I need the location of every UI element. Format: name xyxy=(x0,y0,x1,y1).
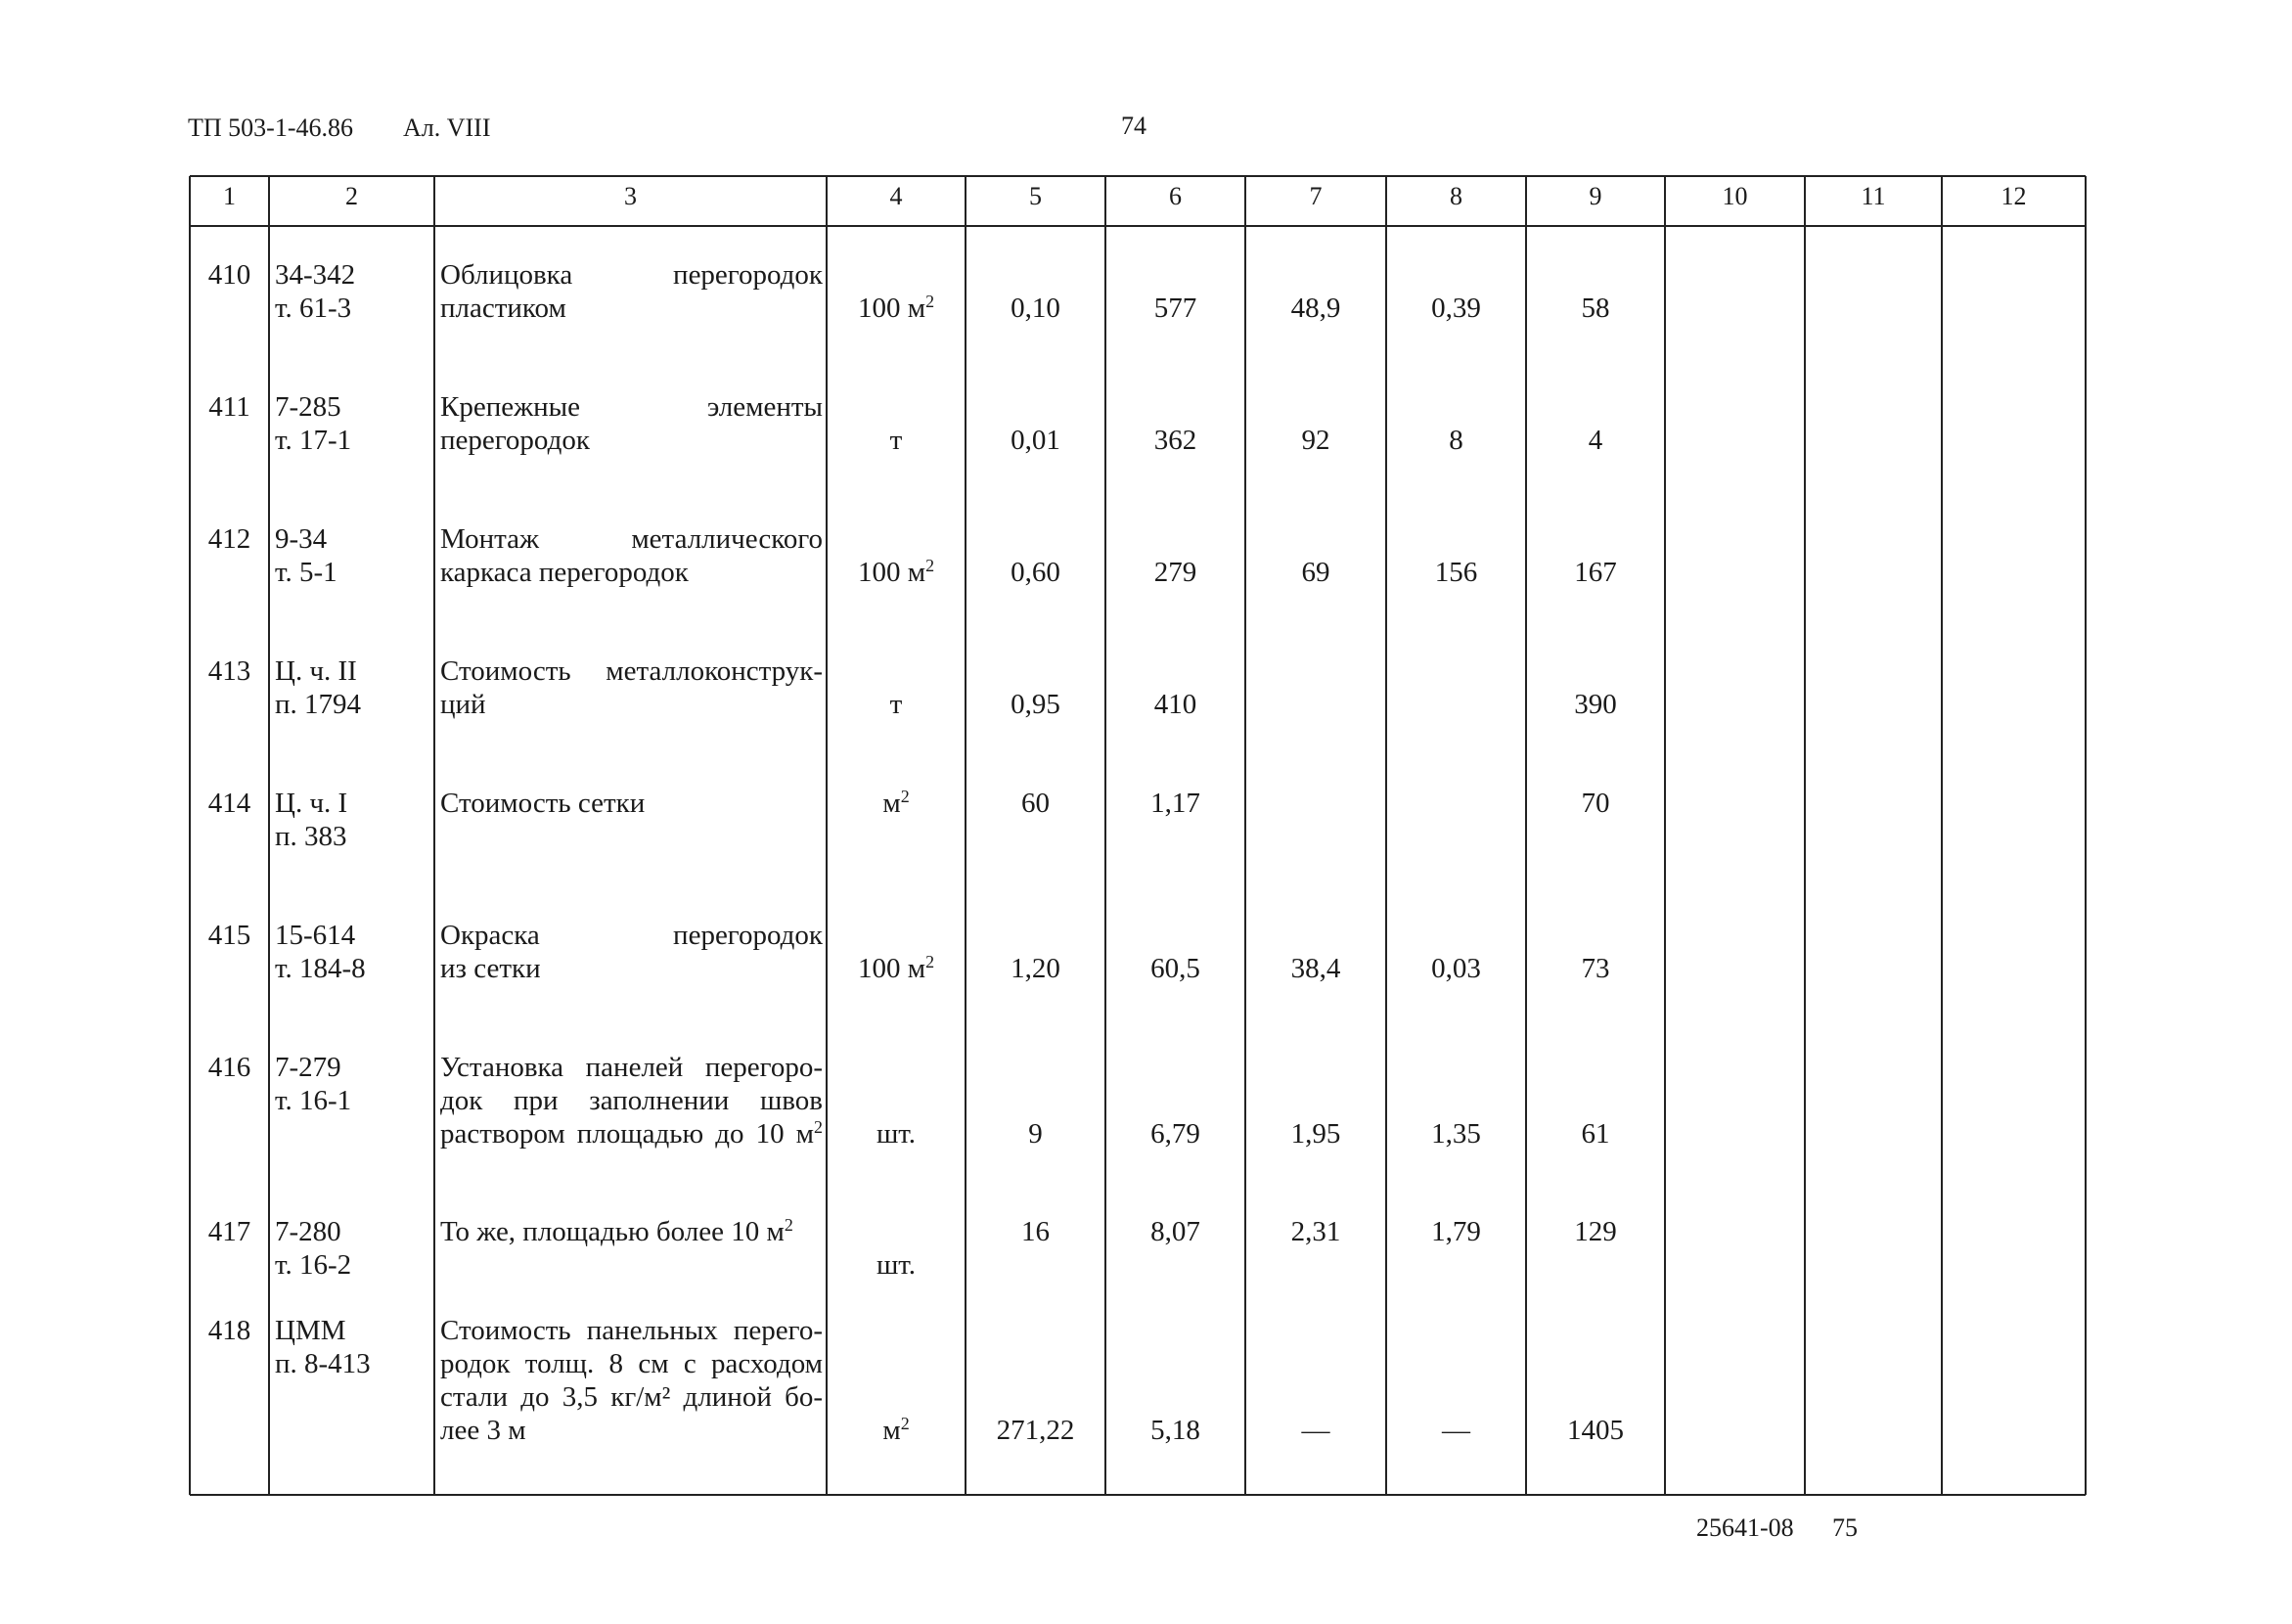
value-column-8: 0,39 xyxy=(1431,293,1481,324)
value-column-6: 410 xyxy=(1153,689,1197,720)
unit-text: 100 м xyxy=(857,557,926,588)
value-column-8: 8 xyxy=(1449,425,1463,456)
work-description-line xyxy=(440,292,566,325)
description-text: раствором площадью до 10 м xyxy=(440,1118,815,1150)
unit-of-measure xyxy=(827,1117,966,1150)
work-description-line xyxy=(440,522,823,556)
column-header-4: 4 xyxy=(889,182,903,210)
column-header-9: 9 xyxy=(1589,182,1602,210)
unit-of-measure xyxy=(827,556,966,589)
description-text: Окраска перегородок xyxy=(440,920,823,951)
row-number: 418 xyxy=(207,1315,251,1346)
rate-code: 9-34 xyxy=(275,523,328,555)
superscript: 2 xyxy=(925,556,935,576)
column-header-5: 5 xyxy=(1029,182,1042,210)
value-column-6: 577 xyxy=(1153,293,1197,324)
unit-of-measure xyxy=(827,787,966,820)
description-text: каркаса перегородок xyxy=(440,557,689,588)
unit-of-measure xyxy=(827,1248,966,1282)
description-text: Установка панелей перегоро- xyxy=(440,1052,823,1083)
description-text: Стоимость металлоконструк- xyxy=(440,655,823,687)
superscript: 2 xyxy=(814,1117,823,1138)
value-column-9: 390 xyxy=(1574,689,1617,720)
rate-code: 7-280 xyxy=(275,1216,341,1247)
value-column-6: 60,5 xyxy=(1150,953,1200,984)
description-text: перегородок xyxy=(440,425,590,456)
work-description-line xyxy=(440,1347,823,1380)
rate-code: Ц. ч. II xyxy=(275,655,357,687)
row-number: 413 xyxy=(207,655,251,687)
value-column-5: 0,10 xyxy=(1011,293,1060,324)
value-column-8: 1,79 xyxy=(1431,1216,1481,1247)
value-column-7: — xyxy=(1301,1415,1330,1446)
value-column-5: 0,60 xyxy=(1011,557,1060,588)
work-description-line xyxy=(440,654,823,688)
rate-table-ref: п. 1794 xyxy=(275,689,362,720)
unit-text: т xyxy=(889,689,903,720)
work-description-line xyxy=(440,952,541,985)
unit-text: шт. xyxy=(876,1118,917,1150)
value-column-6: 6,79 xyxy=(1150,1118,1200,1150)
work-description-line xyxy=(440,424,590,457)
sheet-label: Ал. VIII xyxy=(403,113,491,142)
unit-of-measure xyxy=(827,424,966,457)
work-description-line xyxy=(440,258,823,292)
description-text: Стоимость панельных перего- xyxy=(440,1315,823,1346)
row-number: 416 xyxy=(207,1052,251,1083)
row-number: 415 xyxy=(207,920,251,951)
value-column-5: 0,95 xyxy=(1011,689,1060,720)
value-column-8: 1,35 xyxy=(1431,1118,1481,1150)
unit-text: шт. xyxy=(876,1249,917,1281)
unit-text: 100 м xyxy=(857,293,926,324)
rate-code: ЦММ xyxy=(275,1315,346,1346)
work-description-line xyxy=(440,1117,823,1150)
value-column-6: 1,17 xyxy=(1150,788,1200,819)
unit-of-measure xyxy=(827,952,966,985)
work-description-line xyxy=(440,1215,793,1248)
column-header-10: 10 xyxy=(1722,182,1748,210)
superscript: 2 xyxy=(900,787,910,807)
value-column-9: 1405 xyxy=(1567,1415,1624,1446)
rate-code: Ц. ч. I xyxy=(275,788,348,819)
unit-text: т xyxy=(889,425,903,456)
rate-table-ref: п. 8-413 xyxy=(275,1348,371,1379)
value-column-5: 60 xyxy=(1021,788,1050,819)
work-description-line xyxy=(440,1051,823,1084)
value-column-6: 279 xyxy=(1153,557,1197,588)
description-text: Монтаж металлического xyxy=(440,523,823,555)
row-number: 410 xyxy=(207,259,251,291)
value-column-9: 167 xyxy=(1574,557,1617,588)
column-header-12: 12 xyxy=(2000,182,2027,210)
description-text: ций xyxy=(440,689,486,720)
superscript: 2 xyxy=(900,1414,910,1434)
row-number: 411 xyxy=(208,391,250,423)
value-column-8: — xyxy=(1442,1415,1470,1446)
rate-table-ref: т. 5-1 xyxy=(275,557,337,588)
rate-table-ref: т. 16-2 xyxy=(275,1249,352,1281)
value-column-7: 69 xyxy=(1301,557,1330,588)
work-description-line xyxy=(440,390,823,424)
value-column-5: 9 xyxy=(1028,1118,1043,1150)
rate-table-ref: п. 383 xyxy=(275,821,347,852)
value-column-8: 0,03 xyxy=(1431,953,1481,984)
value-column-9: 70 xyxy=(1581,788,1610,819)
document-code: ТП 503-1-46.86 xyxy=(188,113,353,142)
value-column-7: 2,31 xyxy=(1290,1216,1341,1247)
page-number: 74 xyxy=(1121,112,1146,140)
superscript: 2 xyxy=(925,952,935,972)
value-column-9: 4 xyxy=(1588,425,1603,456)
description-text: родок толщ. 8 см с расходом xyxy=(440,1348,823,1379)
value-column-5: 1,20 xyxy=(1011,953,1060,984)
superscript: 2 xyxy=(925,292,935,312)
value-column-9: 73 xyxy=(1581,953,1610,984)
unit-text: 100 м xyxy=(857,953,926,984)
column-header-2: 2 xyxy=(345,182,358,210)
rate-table-ref: т. 16-1 xyxy=(275,1085,352,1116)
value-column-5: 271,22 xyxy=(996,1415,1075,1446)
description-text: док при заполнении швов xyxy=(440,1085,823,1116)
value-column-6: 5,18 xyxy=(1150,1415,1200,1446)
rate-code: 34-342 xyxy=(275,259,356,291)
work-description-line xyxy=(440,688,486,721)
value-column-9: 58 xyxy=(1581,293,1610,324)
rate-table-ref: т. 17-1 xyxy=(275,425,352,456)
unit-of-measure xyxy=(827,688,966,721)
superscript: 2 xyxy=(784,1215,793,1236)
column-header-11: 11 xyxy=(1861,182,1886,210)
value-column-7: 1,95 xyxy=(1290,1118,1341,1150)
unit-of-measure xyxy=(827,292,966,325)
value-column-8: 156 xyxy=(1434,557,1478,588)
footer-page-number: 75 xyxy=(1832,1513,1858,1542)
rate-table-ref: т. 61-3 xyxy=(275,293,352,324)
value-column-5: 16 xyxy=(1021,1216,1050,1247)
description-text: из сетки xyxy=(440,953,541,984)
description-text: стали до 3,5 кг/м² длиной бо- xyxy=(440,1381,823,1413)
work-description-line xyxy=(440,1314,823,1347)
value-column-9: 129 xyxy=(1574,1216,1617,1247)
description-text: пластиком xyxy=(440,293,566,324)
value-column-7: 38,4 xyxy=(1290,953,1341,984)
rate-table-ref: т. 184-8 xyxy=(275,953,366,984)
row-number: 412 xyxy=(207,523,251,555)
footer-code: 25641-08 xyxy=(1696,1513,1794,1542)
value-column-9: 61 xyxy=(1581,1118,1610,1150)
work-description-line xyxy=(440,787,645,820)
work-description-line xyxy=(440,919,823,952)
rate-code: 15-614 xyxy=(275,920,356,951)
rate-code: 7-285 xyxy=(275,391,341,423)
value-column-7: 92 xyxy=(1301,425,1330,456)
description-text: То же, площадью более 10 м xyxy=(440,1216,785,1247)
description-text: лее 3 м xyxy=(440,1415,526,1446)
rate-code: 7-279 xyxy=(275,1052,341,1083)
work-description-line xyxy=(440,1414,526,1447)
column-header-8: 8 xyxy=(1450,182,1462,210)
column-header-6: 6 xyxy=(1169,182,1182,210)
column-header-7: 7 xyxy=(1309,182,1323,210)
value-column-5: 0,01 xyxy=(1011,425,1060,456)
description-text: Крепежные элементы xyxy=(440,391,823,423)
work-description-line xyxy=(440,556,689,589)
unit-text: м xyxy=(882,788,901,819)
work-description-line xyxy=(440,1380,823,1414)
description-text: Стоимость сетки xyxy=(440,788,646,819)
unit-of-measure xyxy=(827,1414,966,1447)
work-description-line xyxy=(440,1084,823,1117)
row-number: 414 xyxy=(207,788,251,819)
column-header-1: 1 xyxy=(223,182,236,210)
column-header-3: 3 xyxy=(624,182,637,210)
value-column-6: 8,07 xyxy=(1150,1216,1200,1247)
description-text: Облицовка перегородок xyxy=(440,259,823,291)
value-column-7: 48,9 xyxy=(1290,293,1341,324)
unit-text: м xyxy=(882,1415,901,1446)
value-column-6: 362 xyxy=(1153,425,1197,456)
row-number: 417 xyxy=(207,1216,251,1247)
